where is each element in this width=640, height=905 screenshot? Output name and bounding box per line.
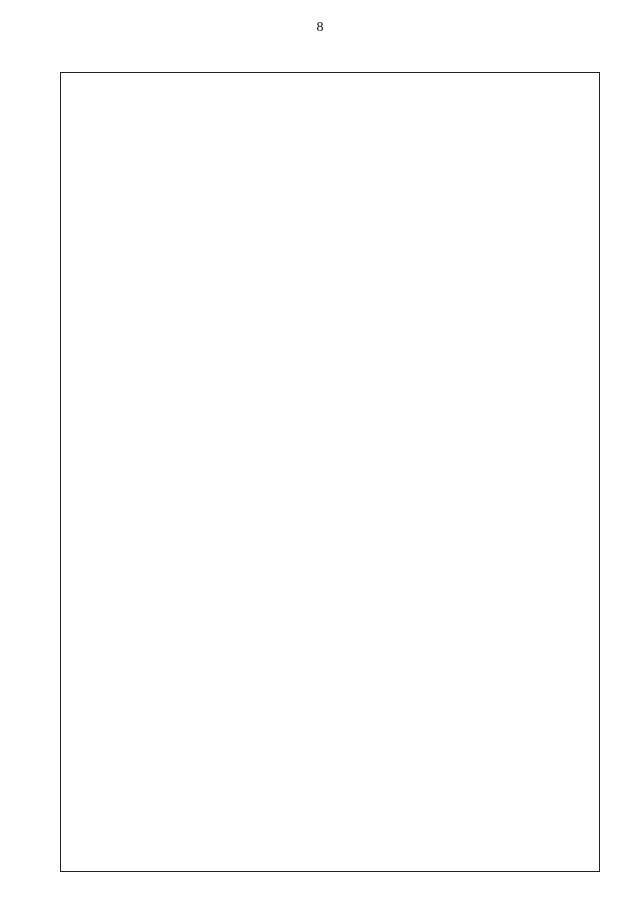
page-number: 8 <box>316 20 324 35</box>
budget-table-frame <box>60 72 600 872</box>
